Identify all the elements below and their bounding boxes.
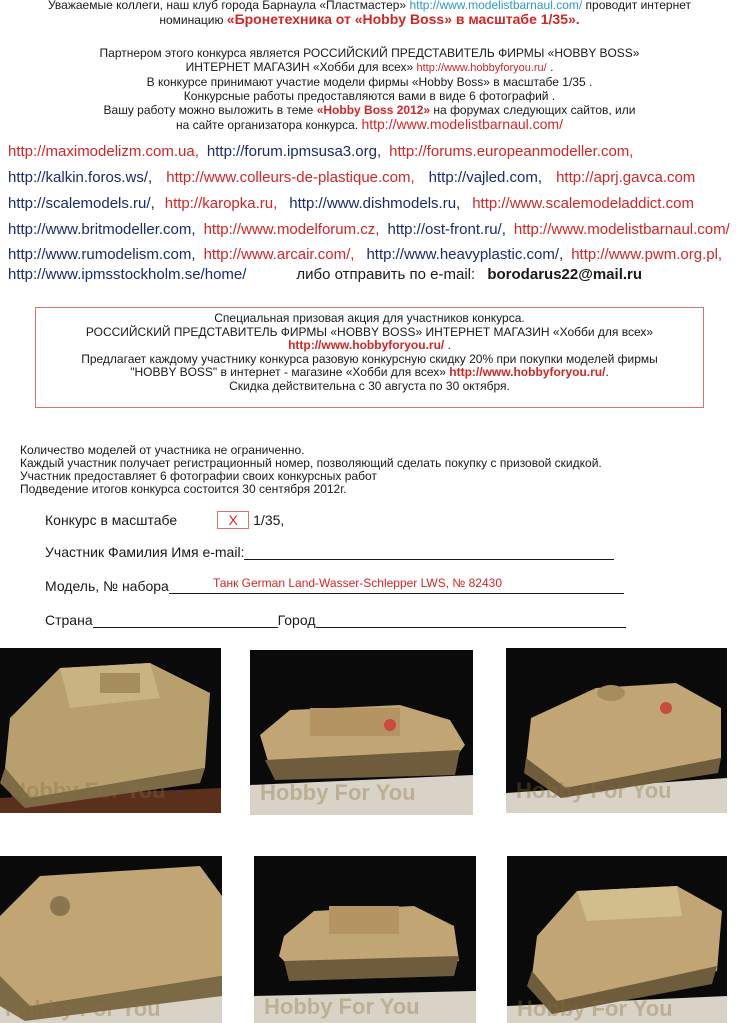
partner-line-6 — [0, 117, 739, 132]
promo-line-4: Предлагает каждому участнику конкурса разовую конкурсную скидку 20% при покупки моделей фирмы — [81, 351, 658, 366]
model-photo-1 — [0, 648, 221, 813]
organizer-link[interactable]: http://www.modelistbarnaul.com/ — [409, 0, 583, 12]
partner-line-5 — [0, 103, 739, 117]
intro-text: проводит интернет — [582, 0, 692, 12]
model-photo-3 — [506, 648, 727, 813]
forum-link[interactable]: http://www.heavyplastic.com/, — [366, 246, 564, 263]
partner-text: Вашу работу можно выложить в теме — [103, 103, 317, 117]
forum-link[interactable]: http://forum.ipmsusa3.org, — [206, 143, 382, 160]
forum-link[interactable]: http://vajled.com, — [428, 169, 543, 186]
intro-block — [0, 0, 739, 27]
watermark: Hobby For You — [260, 780, 416, 805]
forum-link[interactable]: http://www.ipmsstockholm.se/home/ — [8, 266, 247, 283]
promo-shop-link[interactable]: http://www.hobbyforyou.ru/ — [288, 338, 445, 352]
partner-line-3: В конкурсе принимают участие модели фирмы «Hobby Boss» в масштабе 1/35 . — [146, 75, 593, 89]
forum-link[interactable]: http://www.rumodelism.com, — [8, 246, 196, 263]
scale-checkbox[interactable]: X — [217, 511, 249, 529]
scale-label: Конкурс в масштабе — [45, 512, 178, 528]
watermark: Hobby For You — [517, 996, 673, 1021]
model-photo-4 — [0, 856, 222, 1023]
partner-block — [0, 46, 739, 132]
organizer-link-2[interactable]: http://www.modelistbarnaul.com/ — [361, 116, 563, 132]
country-field[interactable] — [93, 614, 278, 628]
partner-line-1: Партнером этого конкурса является РОССИЙСКИЙ ПРЕДСТАВИТЕЛЬ ФИРМЫ «HOBBY BOSS» — [99, 46, 640, 60]
watermark: Hobby For You — [516, 778, 672, 803]
partner-line-2 — [0, 60, 739, 75]
forum-link[interactable]: http://www.modelforum.cz, — [203, 221, 380, 238]
links-row-6 — [8, 266, 739, 283]
participant-row — [45, 544, 614, 560]
watermark: Hobby For You — [264, 994, 420, 1019]
links-row-5 — [8, 246, 739, 263]
links-row-3 — [8, 195, 739, 212]
shop-link[interactable]: http://www.hobbyforyou.ru/ — [416, 62, 547, 74]
links-row-1 — [8, 143, 739, 160]
partner-text: . — [546, 60, 554, 74]
rules-list — [20, 444, 602, 496]
forum-link[interactable]: http://kalkin.foros.ws/, — [8, 169, 153, 186]
links-row-2 — [8, 169, 739, 186]
promo-text: . — [605, 365, 609, 379]
email-label: либо отправить по e-mail: — [296, 266, 480, 283]
forum-link[interactable]: http://www.colleurs-de-plastique.com, — [166, 169, 415, 186]
forum-link[interactable]: http://www.scalemodeladdict.com — [472, 195, 694, 212]
forum-link[interactable]: http://karopka.ru, — [164, 195, 278, 212]
model-photo-2 — [250, 650, 473, 815]
forum-link[interactable]: http://www.britmodeller.com, — [8, 221, 196, 238]
intro-text: номинацию — [159, 13, 227, 27]
contest-title: «Бронетехника от «Hobby Boss» в масштабе 1/35». — [226, 11, 580, 27]
model-photo-6 — [507, 856, 727, 1023]
links-row-4 — [8, 221, 739, 238]
city-field[interactable] — [316, 614, 626, 628]
watermark: Hobby For You — [5, 996, 161, 1021]
promo-line-3 — [36, 339, 703, 353]
rule-item: Количество моделей от участника не ограниченно. — [20, 443, 305, 457]
intro-text: Уважаемые коллеги, наш клуб города Барнаула «Пластмастер» — [47, 0, 410, 12]
forum-link[interactable]: http://forums.europeanmodeller.com, — [389, 143, 634, 160]
promo-line-2: РОССИЙСКИЙ ПРЕДСТАВИТЕЛЬ ФИРМЫ «HOBBY BOSS» ИНТЕРНЕТ МАГАЗИН «Хобби для всех» — [85, 324, 654, 339]
rule-item: Каждый участник получает регистрационный номер, позволяющий сделать покупку с призовой скидкой. — [20, 456, 602, 470]
rule-item: Подведение итогов конкурса состоится 30 сентября 2012г. — [20, 482, 347, 496]
promo-text: . — [444, 338, 451, 352]
forum-link[interactable]: http://www.arcair.com/, — [203, 246, 355, 263]
forum-link[interactable]: http://ost-front.ru/, — [387, 221, 506, 238]
model-photo-5 — [254, 856, 476, 1023]
scale-value: 1/35, — [253, 512, 285, 528]
partner-text: ИНТЕРНЕТ МАГАЗИН «Хобби для всех» — [185, 60, 417, 74]
partner-line-4: Конкурсные работы предоставляются вами в виде 6 фотографий . — [183, 89, 556, 103]
rule-item: Участник предоставляет 6 фотографии своих конкурсных работ — [20, 469, 377, 483]
participant-field[interactable] — [244, 546, 614, 560]
promo-line-6: Скидка действительна с 30 августа по 30 октября. — [229, 378, 510, 393]
forum-link[interactable]: http://scalemodels.ru/, — [8, 195, 155, 212]
promo-box — [35, 307, 704, 408]
partner-text: на сайте организатора конкурса. — [176, 118, 362, 132]
promo-line-5 — [36, 366, 703, 380]
participant-label: Участник Фамилия Имя e-mail: — [45, 544, 245, 560]
email-link[interactable]: borodarus22@mail.ru — [487, 266, 643, 283]
model-label: Модель, № набора — [45, 578, 169, 594]
watermark: Hobby For You — [10, 778, 166, 803]
forum-link[interactable]: http://maximodelizm.com.ua, — [8, 143, 199, 160]
scale-row — [45, 511, 284, 529]
partner-text: на форумах следующих сайтов, или — [430, 103, 636, 117]
forum-link[interactable]: http://www.modelistbarnaul.com/ — [513, 221, 730, 238]
promo-line-1: Специальная призовая акция для участников конкурса. — [214, 311, 525, 325]
promo-shop-link-2[interactable]: http://www.hobbyforyou.ru/ — [449, 365, 606, 379]
city-label: Город — [277, 612, 316, 628]
intro-line-2 — [0, 12, 739, 27]
country-label: Страна — [45, 612, 93, 628]
forum-link[interactable]: http://www.dishmodels.ru, — [289, 195, 461, 212]
forum-link[interactable]: http://www.pwm.org.pl, — [571, 246, 723, 263]
model-value: Танк German Land-Wasser-Schlepper LWS, № 82430 — [213, 576, 502, 590]
location-row — [45, 612, 626, 628]
promo-text: "HOBBY BOSS" в интернет - магазине «Хобби для всех» — [130, 365, 450, 379]
topic-name: «Hobby Boss 2012» — [316, 103, 431, 117]
forum-link[interactable]: http://aprj.gavca.com — [556, 169, 696, 186]
